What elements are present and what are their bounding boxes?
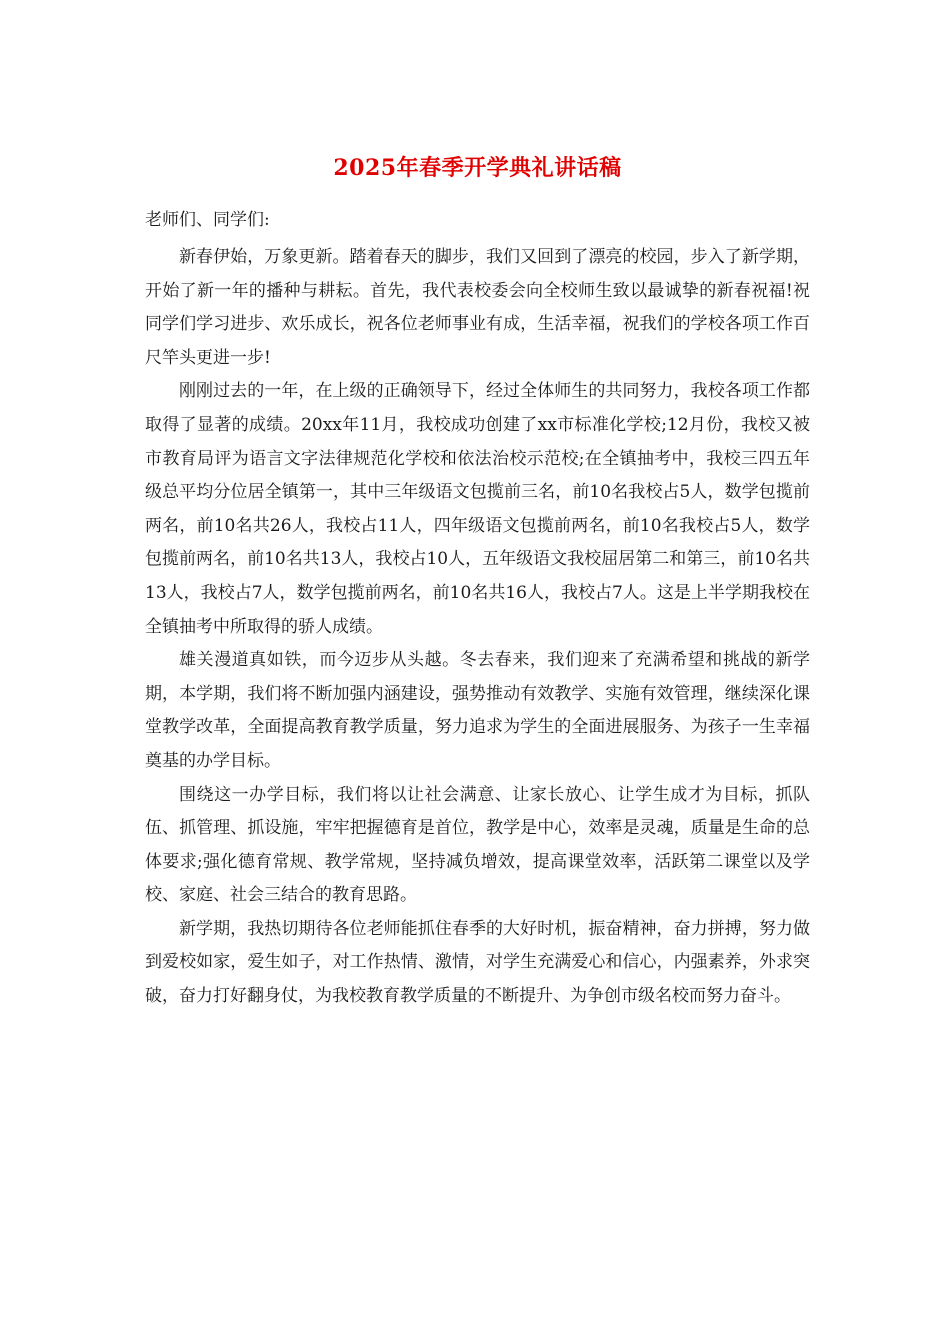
paragraph-greeting: 新春伊始，万象更新。踏着春天的脚步，我们又回到了漂亮的校园，步入了新学期，开始了新一年的播种与耕耘。首先，我代表校委会向全校师生致以最诚挚的新春祝福!祝同学们学习进步、欢乐成长，祝各位老师事业有成，生活幸福，祝我们的学校各项工作百尺竿头更进一步! [145, 247, 810, 368]
salutation: 老师们、同学们: [145, 210, 270, 230]
paragraph-new-semester: 雄关漫道真如铁，而今迈步从头越。冬去春来，我们迎来了充满希望和挑战的新学期，本学期，我们将不断加强内涵建设，强势推动有效教学、实施有效管理，继续深化课堂教学改革，全面提高教育教学质量，努力追求为学生的全面进展服务、为孩子一生幸福奠基的办学目标。 [145, 650, 810, 771]
paragraph-school-goals: 围绕这一办学目标，我们将以让社会满意、让家长放心、让学生成才为目标，抓队伍、抓管理、抓设施，牢牢把握德育是首位，教学是中心，效率是灵魂，质量是生命的总体要求;强化德育常规、教学常规，坚持减负增效，提高课堂效率，活跃第二课堂以及学校、家庭、社会三结合的教育思路。 [145, 784, 810, 906]
paragraph-call-to-action: 新学期，我热切期待各位老师能抓住春季的大好时机，振奋精神，奋力拼搏，努力做到爱校如家，爱生如子，对工作热情、激情，对学生充满爱心和信心，内强素养，外求突破，奋力打好翻身仗，为我校教育教学质量的不断提升、为争创市级名校而努力奋斗。 [145, 918, 810, 1007]
paragraph-achievements: 刚刚过去的一年，在上级的正确领导下，经过全体师生的共同努力，我校各项工作都取得了显著的成绩。20xx年11月，我校成功创建了xx市标准化学校;12月份，我校又被市教育局评为语言文字法律规范化学校和依法治校示范校;在全镇抽考中，我校三四五年级总平均分位居全镇第一，其中三年级语文包揽前三名，前10名我校占5人，数学包揽前两名，前10名共26人，我校占11人，四年级语文包揽前两名，前10名我校占5人，数学包揽前两名，前10名共13人，我校占10人，五年级语文我校屈居第二和第三，前10名共13人，我校占7人，数学包揽前两名，前10名共16人，我校占7人。这是上半学期我校在全镇抽考中所取得的骄人成绩。 [145, 381, 810, 637]
document-title: 2025年春季开学典礼讲话稿 [333, 155, 622, 181]
